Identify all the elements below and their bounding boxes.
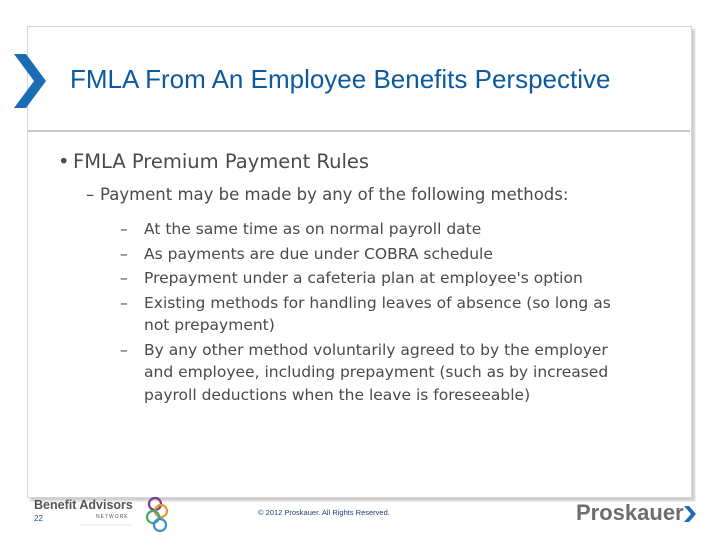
copyright-text: © 2012 Proskauer. All Rights Reserved. — [258, 508, 390, 517]
benefit-advisors-logo — [34, 495, 174, 539]
logo-name-text: Benefit Advisors — [34, 498, 133, 512]
list-item-text: Prepayment under a cafeteria plan at employee's option — [144, 269, 583, 287]
method-list — [120, 218, 636, 406]
list-item — [120, 243, 636, 266]
list-item-text: At the same time as on normal payroll date — [144, 220, 482, 238]
bullet-marker: • — [58, 150, 70, 173]
list-item — [120, 218, 636, 241]
brand-text: Proskauer — [576, 500, 684, 525]
dash-marker: – — [120, 293, 128, 312]
list-item-text: As payments are due under COBRA schedule — [144, 244, 493, 263]
proskauer-logo — [574, 496, 704, 528]
chevron-icon — [12, 54, 46, 108]
list-item — [120, 339, 636, 407]
list-item-text: By any other method voluntarily agreed to by the employer and employee, including prepayment (such as by increased payroll deductions when the leave is foreseeable) — [144, 340, 609, 404]
page-number: 22 — [34, 514, 43, 523]
list-item — [120, 267, 636, 290]
interlocking-rings-icon — [147, 498, 167, 531]
bullet-level2-text: Payment may be made by any of the following methods: — [100, 185, 569, 204]
slide-content — [58, 150, 658, 408]
list-item-text: Existing methods for handling leaves of absence (so long as not prepayment) — [144, 293, 611, 334]
dash-marker: – — [120, 340, 128, 359]
chevron-icon — [684, 506, 696, 522]
slide-title: FMLA From An Employee Benefits Perspective — [70, 64, 611, 94]
list-item — [120, 292, 636, 337]
dash-marker: – — [120, 269, 128, 287]
bullet-level2 — [86, 184, 580, 206]
dash-marker: – — [120, 220, 128, 238]
bullet-level1-text: FMLA Premium Payment Rules — [73, 150, 370, 173]
bullet-level1 — [58, 150, 658, 174]
title-divider — [28, 130, 690, 132]
dash-marker: – — [86, 185, 95, 204]
dash-marker: – — [120, 244, 128, 263]
logo-sub-text: NETWORK — [96, 514, 129, 520]
